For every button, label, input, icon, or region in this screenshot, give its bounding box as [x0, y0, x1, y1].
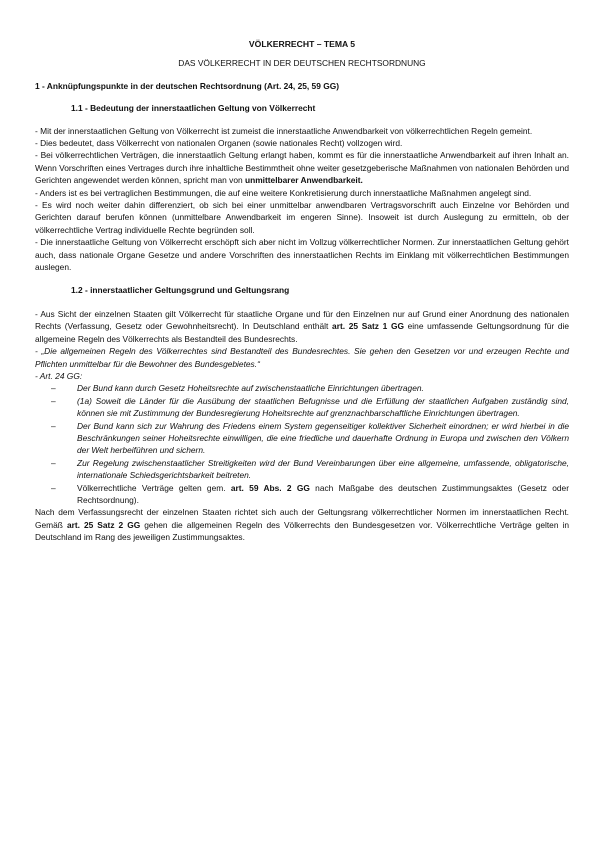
quote-paragraph: - „Die allgemeinen Regeln des Völkerrechtes sind Bestandteil des Bundesrechtes. Sie gehen den Gesetzen vor und erzeugen Rechte und Pflichten unmittelbar für die Bewohner des Bundesgebietes.“: [35, 346, 569, 369]
document-title: VÖLKERRECHT – TEMA 5: [248, 39, 356, 49]
list-item: – (1a) Soweit die Länder für die Ausübung der staatlichen Befugnisse und die Erfüllung der staatlichen Aufgaben zuständig sind, können sie mit Zustimmung der Bundesregierung Hoheitsrechte auf grenznachbarschaftliche Einrichtungen übertragen.: [51, 395, 569, 419]
list-item: – Der Bund kann sich zur Wahrung des Friedens einem System gegenseitiger kollektiver Sicherheit einordnen; er wird hierbei in die Beschränkungen seiner Hoheitsrechte einwilligen, die eine friedliche und dauerhafte Ordnung in Europa und zwischen den Völkern der Welt herbeiführen und sichern.: [51, 420, 569, 456]
dash-bullet: –: [51, 457, 56, 468]
document-subtitle: DAS VÖLKERRECHT IN DER DEUTSCHEN RECHTSORDNUNG: [178, 58, 426, 69]
dash-bullet: –: [51, 482, 56, 493]
subsection-heading-1-1: 1.1 - Bedeutung der innerstaatlichen Geltung von Völkerrecht: [71, 103, 316, 114]
list-item: – Zur Regelung zwischenstaatlicher Streitigkeiten wird der Bund Vereinbarungen über eine allgemeine, umfassende, obligatorische, internationale Schiedsgerichtsbarkeit beitreten.: [51, 457, 569, 481]
bold-reference: art. 25 Satz 1 GG: [332, 321, 404, 332]
paragraph: - Mit der innerstaatlichen Geltung von Völkerrecht ist zumeist die innerstaatliche Anwendbarkeit von völkerrechtlichen Regeln gemeint.: [35, 125, 533, 136]
paragraph-text: - Bei völkerrechtlichen Verträgen, die innerstaatlich Geltung erlangt haben, kommt es für die innerstaatliche Anwendbarkeit auf ihren Inhalt an. Wenn Vorschriften eines Vertrages durch ihre inhaltliche Bestimmtheit ohne weiter gesetzgeberische Maßnahmen von nationalen Behörden und Gerichten angewendet werden können, spricht man von: [35, 150, 569, 186]
paragraph: [35, 149, 569, 186]
subsection-heading-1-2: 1.2 - innerstaatlicher Geltungsgrund und Geltungsrang: [71, 284, 290, 295]
bold-term: unmittelbarer Anwendbarkeit.: [244, 175, 363, 186]
section-heading-1: 1 - Anknüpfungspunkte in der deutschen Rechtsordnung (Art. 24, 25, 59 GG): [35, 80, 340, 91]
article-24-list: [35, 382, 569, 506]
dash-bullet: –: [51, 420, 56, 431]
bold-reference: art. 59 Abs. 2 GG: [230, 482, 310, 493]
article-label: - Art. 24 GG:: [35, 370, 83, 381]
paragraph: - Anders ist es bei vertraglichen Bestimmungen, die auf eine weitere Konkretisierung durch innerstaatliche Maßnahmen angelegt sind.: [35, 187, 532, 198]
paragraph: [35, 308, 569, 345]
paragraph: - Dies bedeutet, dass Völkerrecht von nationalen Organen (sowie nationales Recht) vollzogen wird.: [35, 138, 403, 149]
paragraph-text: eine umfassende Geltungsordnung für die allgemeine Regeln des Völkerrechts als Bestandteil des Bundesrechts.: [35, 321, 569, 344]
paragraph: - Die innerstaatliche Geltung von Völkerrecht erschöpft sich aber nicht im Vollzug völkerrechtlicher Normen. Zur innerstaatlichen Geltung gehört auch, dass nationale Organe Gesetze und andere Vorschriften des innerstaatlichen Rechts im Einklang mit völkerrechtlichen Bestimmungen auslegen.: [35, 237, 569, 273]
paragraph-text: - Aus Sicht der einzelnen Staaten gilt Völkerrecht für staatliche Organe und für den Einzelnen nur auf Grund einer Anordnung des nationalen Rechts (Verfassung, Gesetz oder Gewohnheitsrecht). In Deutschland enthält: [35, 308, 569, 332]
paragraph-text: gehen die allgemeinen Regeln des Völkerrechts den Bundesgesetzen vor. Völkerrechtliche Verträge gelten in Deutschland im Rang des jeweiligen Zustimmungsaktes.: [35, 519, 570, 543]
bold-reference: art. 25 Satz 2 GG: [66, 519, 141, 530]
paragraph-text: Nach dem Verfassungsrecht der einzelnen Staaten richtet sich auch der Geltungsrang völkerrechtlicher Normen im innerstaatlichen Recht. Gemäß: [35, 507, 569, 530]
dash-bullet: –: [51, 383, 56, 394]
list-item: – Der Bund kann durch Gesetz Hoheitsrechte auf zwischenstaatliche Einrichtungen übertragen.: [51, 383, 424, 394]
paragraph: - Es wird noch weiter dahin differenziert, ob sich bei einer unmittelbar anwendbaren Vertragsvorschrift auch Einzelne vor Behörden und Gerichten darauf berufen können (unmittelbare Anwendbarkeit im engeren Sinne). Insoweit ist durch Auslegung zu ermitteln, ob der völkerrechtliche Vertrag individuelle Rechte begründen soll.: [35, 200, 569, 235]
list-item: – Völkerrechtliche Verträge gelten gem. art. 59 Abs. 2 GG nach Maßgabe des deutschen Zustimmungsaktes (Gesetz oder Rechtsordnung).: [51, 482, 569, 505]
paragraph: [35, 506, 569, 543]
dash-bullet: –: [51, 395, 56, 406]
